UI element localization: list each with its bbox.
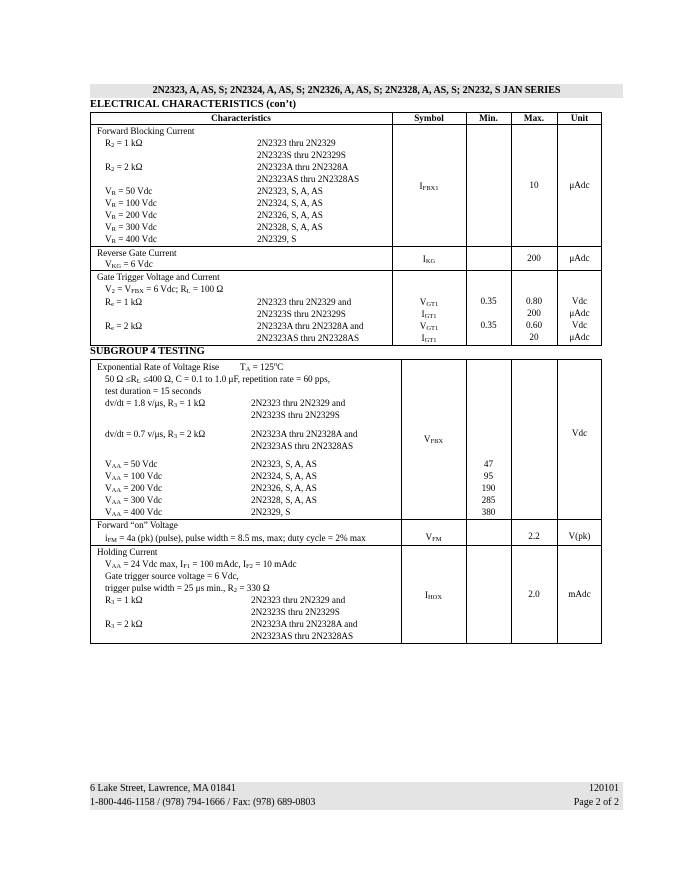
gtvc-unit-3: Vdc bbox=[571, 320, 588, 330]
hc-r2: $R_3 = 2$ kΩ bbox=[105, 619, 143, 630]
footer-row-2 bbox=[90, 796, 623, 810]
footer-row-1 bbox=[90, 782, 623, 796]
gtvc-symbol-2: $I_{GT1}$ bbox=[421, 309, 437, 320]
fbc-r1-dev2: 2N2323S thru 2N2329S bbox=[257, 150, 346, 160]
hc-symbol: $I_{HOX}$ bbox=[424, 590, 443, 601]
hc-r2-dev1: 2N2323A thru 2N2328A and bbox=[251, 619, 358, 629]
erv-min-200: 190 bbox=[481, 483, 496, 493]
col-header-unit: Unit bbox=[570, 113, 589, 123]
erv-min-50: 47 bbox=[483, 459, 494, 469]
gtvc-r2-dev1: 2N2323A thru 2N2328A and bbox=[257, 321, 364, 331]
fbc-v300: $V_R = 300$ Vdc bbox=[105, 222, 157, 233]
fbc-v200-dev: 2N2326, S, A, AS bbox=[257, 210, 323, 220]
hc-cond1: $V_{AA} = 24$ Vdc max, $I_{F1} = 100$ mAdc, $I_{F2} = 10$ mAdc bbox=[105, 559, 297, 570]
erv-dv1-dev1: 2N2323 thru 2N2329 and bbox=[251, 398, 346, 408]
col-header-min: Min. bbox=[479, 113, 498, 123]
hc-title: Holding Current bbox=[97, 547, 158, 557]
fbc-r2: $R_2 = 2$ kΩ bbox=[105, 162, 143, 173]
gtvc-symbol-1: $V_{GT1}$ bbox=[419, 297, 439, 308]
fbc-symbol: $I_{FBX1}$ bbox=[419, 181, 439, 192]
footer-phone: 1-800-446-1158 / (978) 794-1666 / Fax: (978) 689-0803 bbox=[90, 797, 316, 808]
fbc-v400: $V_R = 400$ Vdc bbox=[105, 234, 157, 245]
erv-vaa200: $V_{AA} = 200$ Vdc bbox=[105, 483, 163, 494]
gtvc-min-1: 0.35 bbox=[480, 296, 497, 306]
fbc-r1: $R_2 = 1$ kΩ bbox=[105, 138, 143, 149]
hc-cond3: trigger pulse width = 25 μs min., $R_2 = 330$ Ω bbox=[105, 583, 270, 594]
erv-dv1: dv/dt = 1.8 v/μs, $R_3 = 1$ kΩ bbox=[105, 398, 206, 409]
fbc-r2-dev2: 2N2323AS thru 2N2328AS bbox=[257, 174, 360, 184]
erv-cond1: 50 $\Omega \le R_L \le 400$ Ω, C = 0.1 to 1.0 μF, repetition rate = 60 pps, bbox=[105, 374, 330, 385]
erv-dv2-dev2: 2N2323AS thru 2N2328AS bbox=[251, 441, 354, 451]
footer-page: Page 2 of 2 bbox=[573, 797, 619, 808]
fbc-unit: μAdc bbox=[569, 180, 590, 190]
rgc-cond: $V_{KG} = 6$ Vdc bbox=[105, 259, 153, 270]
hc-r1: $R_3 = 1$ kΩ bbox=[105, 595, 143, 606]
gtvc-r1-dev1: 2N2323 thru 2N2329 and bbox=[257, 297, 352, 307]
fbc-r1-dev1: 2N2323 thru 2N2329 bbox=[257, 138, 336, 148]
gtvc-max-4: 20 bbox=[529, 332, 539, 342]
hc-r1-dev2: 2N2323S thru 2N2329S bbox=[251, 607, 340, 617]
erv-vaa50-dev: 2N2323, S, A, AS bbox=[251, 459, 317, 469]
erv-unit: Vdc bbox=[571, 428, 588, 438]
hc-r1-dev1: 2N2323 thru 2N2329 and bbox=[251, 595, 346, 605]
erv-min-300: 285 bbox=[481, 495, 496, 505]
col-header-max: Max. bbox=[523, 113, 545, 123]
fov-symbol: $V_{FM}$ bbox=[425, 532, 442, 543]
gtvc-unit-1: Vdc bbox=[571, 296, 588, 306]
gtvc-r2: $R_e = 2$ kΩ bbox=[105, 321, 143, 332]
erv-dv1-dev2: 2N2323S thru 2N2329S bbox=[251, 410, 340, 420]
erv-min-100: 95 bbox=[483, 471, 494, 481]
rgc-unit: μAdc bbox=[569, 253, 590, 263]
erv-title: Exponential Rate of Voltage Rise bbox=[97, 362, 220, 372]
erv-dv2-dev1: 2N2323A thru 2N2328A and bbox=[251, 429, 358, 439]
fov-unit: V(pk) bbox=[568, 531, 591, 541]
series-title: 2N2323, A, AS, S; 2N2324, A, AS, S; 2N2326, A, AS, S; 2N2328, A, AS, S; 2N232, S JAN SERIES bbox=[90, 84, 623, 98]
fbc-v300-dev: 2N2328, S, A, AS bbox=[257, 222, 323, 232]
fbc-v400-dev: 2N2329, S bbox=[257, 234, 297, 244]
fbc-v50: $V_R = 50$ Vdc bbox=[105, 186, 153, 197]
erv-vaa100-dev: 2N2324, S, A, AS bbox=[251, 471, 317, 481]
erv-dv2: dv/dt = 0.7 v/μs, $R_3 = 2$ kΩ bbox=[105, 429, 206, 440]
gtvc-r1: $R_e = 1$ kΩ bbox=[105, 297, 143, 308]
footer-doc-number: 120101 bbox=[589, 783, 619, 794]
gtvc-unit-2: μAdc bbox=[569, 308, 590, 318]
fbc-r2-dev1: 2N2323A thru 2N2328A bbox=[257, 162, 349, 172]
gtvc-cond: $V_2 = V_{FBX} = 6$ Vdc; $R_L = 100$ Ω bbox=[105, 284, 224, 295]
gtvc-unit-4: μAdc bbox=[569, 332, 590, 342]
section-title-subgroup4: SUBGROUP 4 TESTING bbox=[90, 346, 205, 357]
hc-r2-dev2: 2N2323AS thru 2N2328AS bbox=[251, 631, 354, 641]
fov-max: 2.2 bbox=[528, 531, 540, 541]
fbc-v100-dev: 2N2324, S, A, AS bbox=[257, 198, 323, 208]
footer-address: 6 Lake Street, Lawrence, MA 01841 bbox=[90, 783, 236, 794]
fbc-max: 10 bbox=[529, 180, 539, 190]
fov-title: Forward “on” Voltage bbox=[97, 520, 178, 530]
gtvc-r2-dev2: 2N2323AS thru 2N2328AS bbox=[257, 333, 360, 343]
rgc-max: 200 bbox=[527, 253, 541, 263]
fbc-v200: $V_R = 200$ Vdc bbox=[105, 210, 157, 221]
erv-vaa300-dev: 2N2328, S, A, AS bbox=[251, 495, 317, 505]
gtvc-max-1: 0.80 bbox=[525, 296, 543, 306]
gtvc-max-2: 200 bbox=[527, 308, 541, 318]
rgc-title: Reverse Gate Current bbox=[97, 248, 177, 258]
erv-vaa50: $V_{AA} = 50$ Vdc bbox=[105, 459, 158, 470]
hc-max: 2.0 bbox=[528, 589, 540, 599]
erv-cond2: test duration = 15 seconds bbox=[105, 386, 202, 396]
gtvc-max-3: 0.60 bbox=[525, 320, 543, 330]
section-title-electrical: ELECTRICAL CHARACTERISTICS (con’t) bbox=[90, 99, 296, 110]
erv-min-400: 380 bbox=[481, 507, 496, 517]
erv-vaa300: $V_{AA} = 300$ Vdc bbox=[105, 495, 163, 506]
fov-cond: $i_{FM} = 4a$ (pk) (pulse), pulse width = 8.5 ms, max; duty cycle = 2% max bbox=[105, 533, 366, 544]
erv-vaa100: $V_{AA} = 100$ Vdc bbox=[105, 471, 163, 482]
erv-vaa400-dev: 2N2329, S bbox=[251, 507, 291, 517]
gtvc-title: Gate Trigger Voltage and Current bbox=[97, 272, 220, 282]
gtvc-symbol-4: $I_{GT1}$ bbox=[421, 333, 437, 344]
gtvc-symbol-3: $V_{GT1}$ bbox=[419, 321, 439, 332]
erv-ta: $T_A = 125^oC$ bbox=[240, 360, 284, 373]
col-header-symbol: Symbol bbox=[414, 113, 444, 123]
erv-vaa400: $V_{AA} = 400$ Vdc bbox=[105, 507, 163, 518]
hc-unit: mAdc bbox=[568, 589, 591, 599]
erv-vaa200-dev: 2N2326, S, A, AS bbox=[251, 483, 317, 493]
gtvc-r1-dev2: 2N2323S thru 2N2329S bbox=[257, 309, 346, 319]
fbc-title: Forward Blocking Current bbox=[97, 126, 195, 136]
erv-symbol: $V_{FBX}$ bbox=[423, 434, 444, 445]
hc-cond2: Gate trigger source voltage = 6 Vdc, bbox=[105, 571, 239, 581]
col-header-characteristics: Characteristics bbox=[211, 113, 271, 123]
fbc-v100: $V_R = 100$ Vdc bbox=[105, 198, 157, 209]
fbc-v50-dev: 2N2323, S, A, AS bbox=[257, 186, 323, 196]
rgc-symbol: $I_{KG}$ bbox=[422, 254, 436, 265]
gtvc-min-2: 0.35 bbox=[480, 320, 497, 330]
